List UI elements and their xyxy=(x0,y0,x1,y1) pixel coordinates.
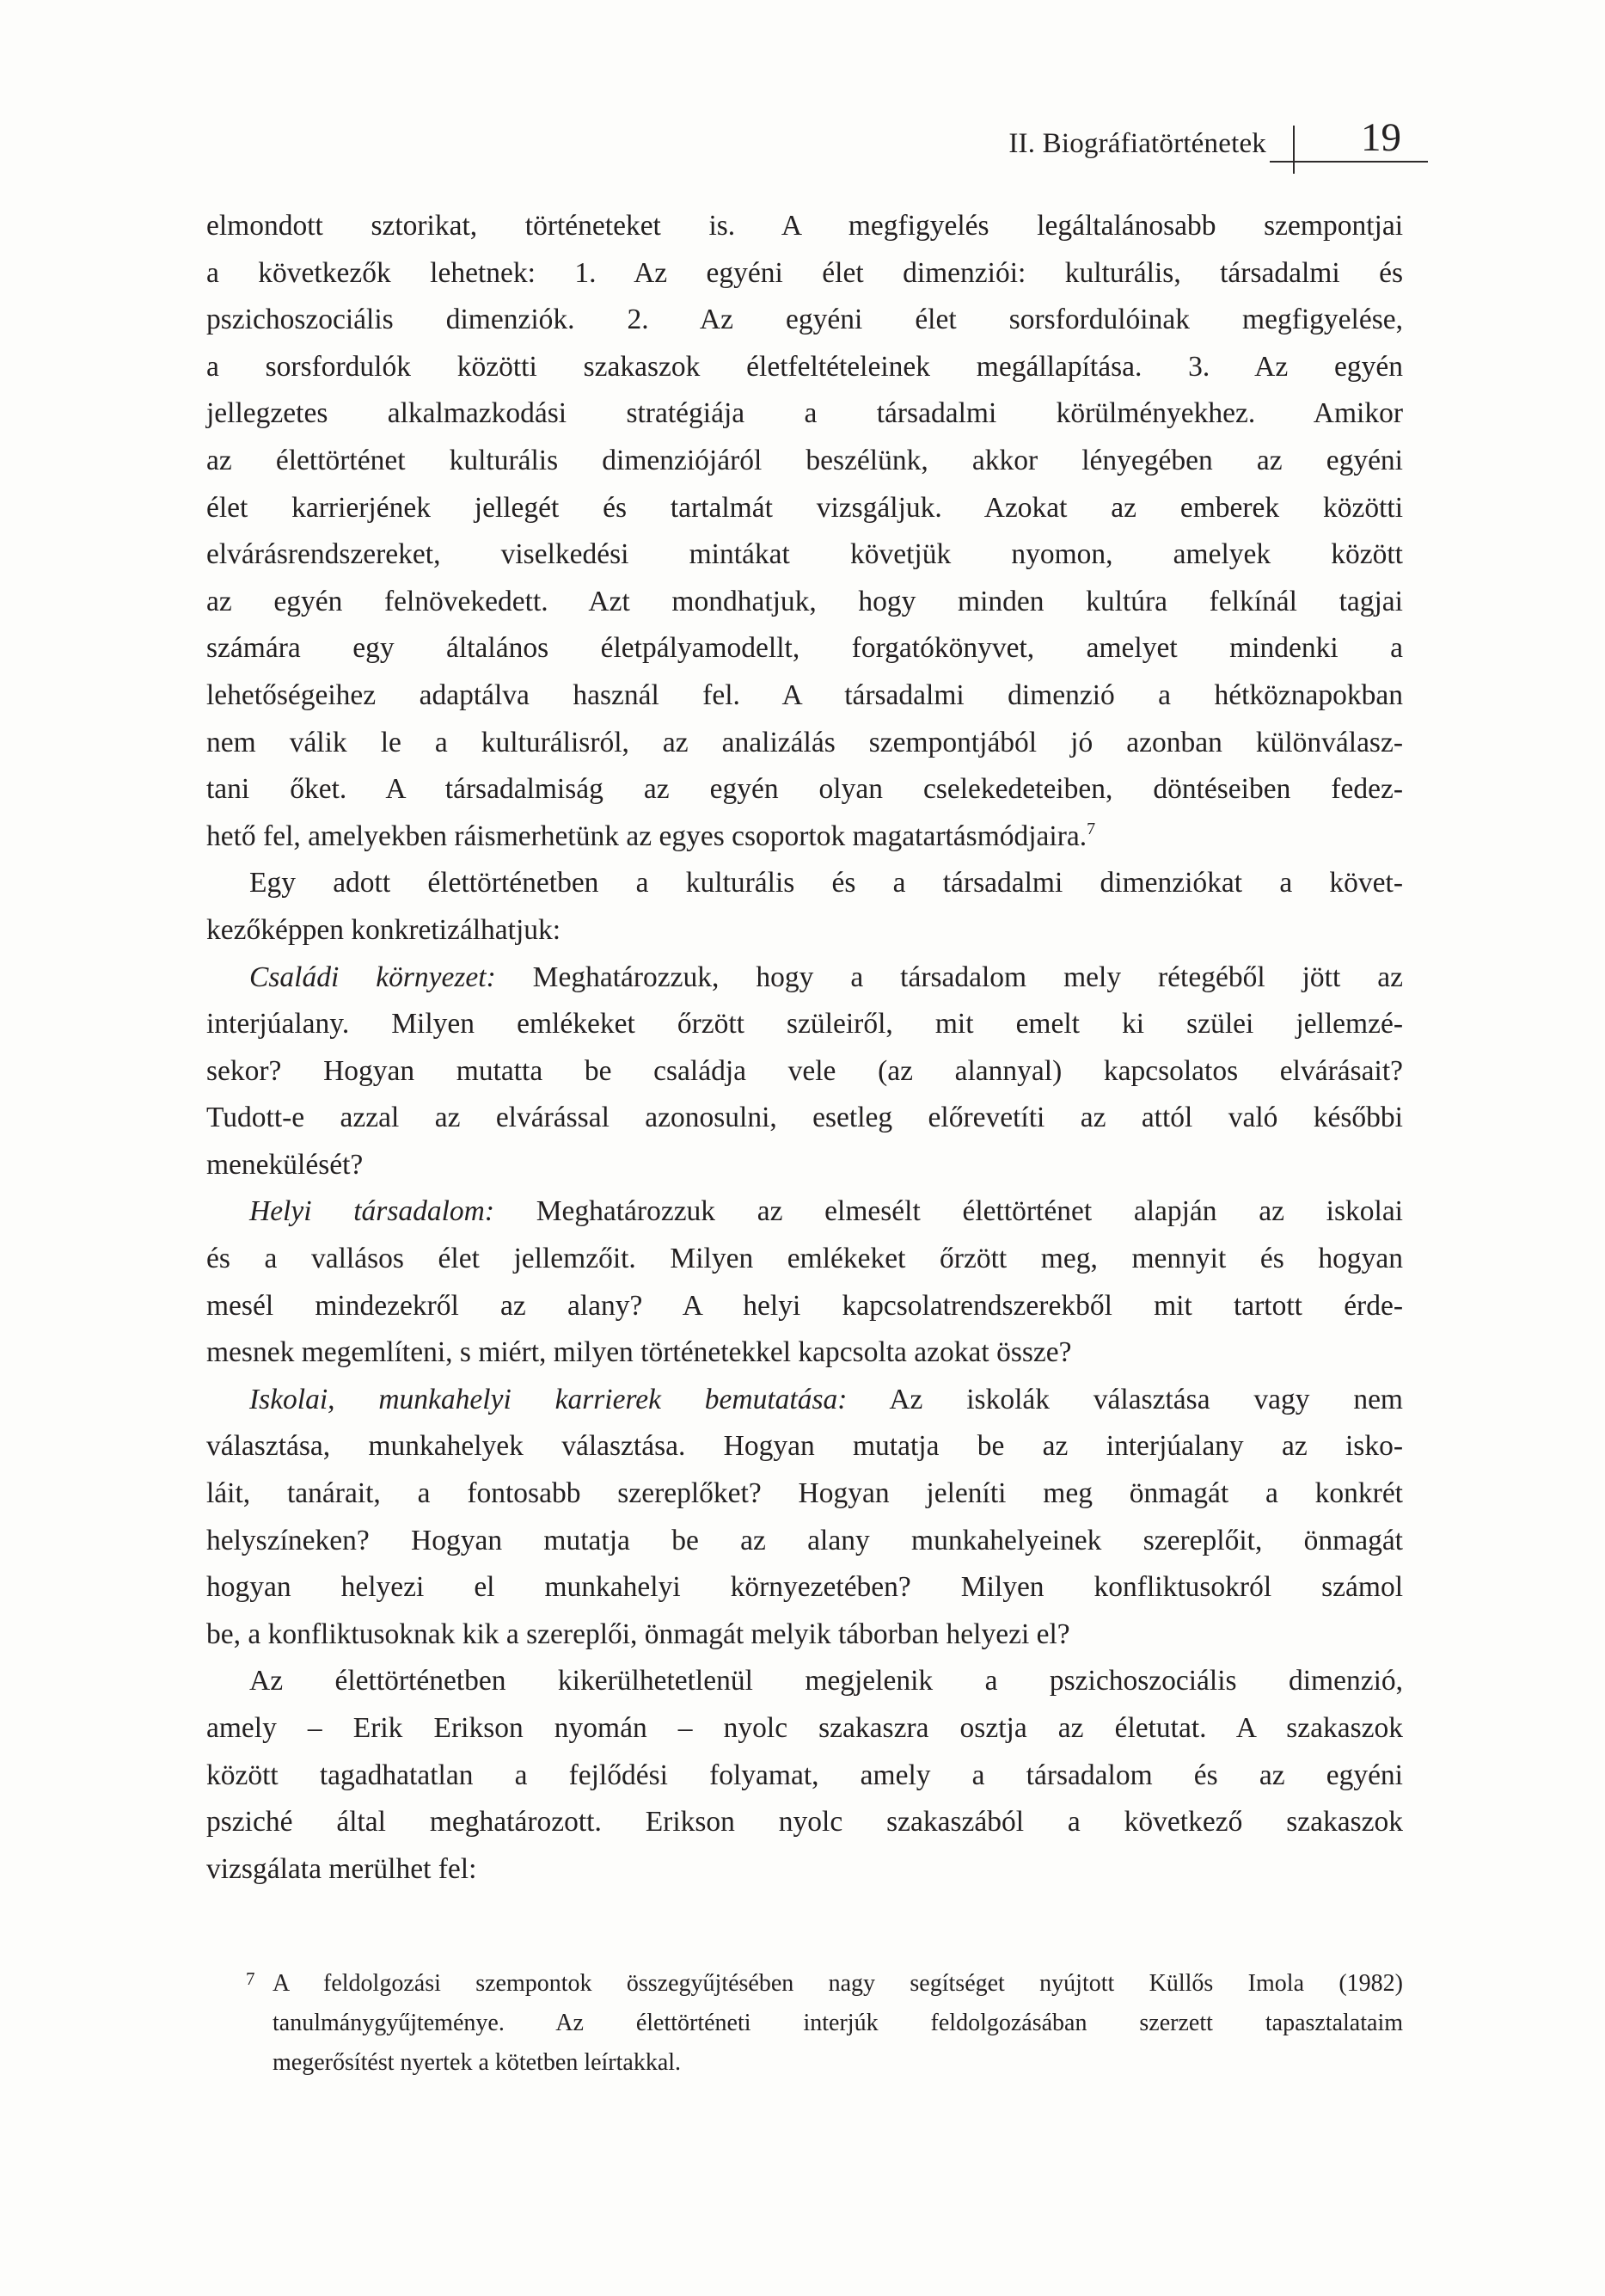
text-segment: között tagadhatatlan a fejlődési folyamat, amely a társadalom és az egyéni xyxy=(206,1759,1403,1791)
text-line xyxy=(206,1001,1403,1048)
text-segment: Tudott-e azzal az elvárással azonosulni, esetleg előrevetíti az attól való későbbi xyxy=(206,1102,1403,1134)
text-line xyxy=(206,625,1403,672)
text-line xyxy=(206,579,1403,626)
text-segment: és a vallásos élet jellemzőit. Milyen emlékeket őrzött meg, mennyit és hogyan xyxy=(206,1243,1403,1275)
text-line xyxy=(206,531,1403,579)
text-line xyxy=(206,250,1403,298)
text-segment: Egy adott élettörténetben a kulturális és a társadalmi dimenziókat a követ- xyxy=(249,867,1403,899)
text-segment: psziché által meghatározott. Erikson nyolc szakaszából a következő szakaszok xyxy=(206,1806,1403,1839)
text-line xyxy=(206,1329,1403,1377)
text-segment: interjúalany. Milyen emlékeket őrzött szüleiről, mit emelt ki szülei jellemzé- xyxy=(206,1008,1403,1041)
body-text xyxy=(206,203,1403,1893)
text-segment: tani őket. A társadalmiság az egyén olyan cselekedeteiben, döntéseiben fedez- xyxy=(206,773,1403,806)
header-vertical-rule xyxy=(1293,126,1295,174)
page-number: 19 xyxy=(1361,115,1401,160)
text-segment: vizsgálata merülhet fel: xyxy=(206,1852,477,1885)
text-line xyxy=(206,1188,1403,1236)
text-segment: Meghatározzuk, hogy a társadalom mely rétegéből jött az xyxy=(495,961,1403,993)
text-segment: elvárásrendszereket, viselkedési mintákat követjük nyomon, amelyek között xyxy=(206,538,1403,571)
text-line xyxy=(206,438,1403,485)
text-segment: kezőképpen konkretizálhatjuk: xyxy=(206,913,561,946)
text-segment: helyszíneken? Hogyan mutatja be az alany munkahelyeinek szereplőit, önmagát xyxy=(206,1524,1403,1556)
text-segment: mesnek megemlíteni, s miért, milyen történetekkel kapcsolta azokat össze? xyxy=(206,1336,1072,1369)
text-segment: mesél mindezekről az alany? A helyi kapcsolatrendszerekből mit tartott érde- xyxy=(206,1289,1403,1322)
footnote-marker: 7 xyxy=(246,1968,255,1989)
text-segment: választása, munkahelyek választása. Hogyan mutatja be az interjúalany az isko- xyxy=(206,1430,1403,1463)
text-segment: sekor? Hogyan mutatta be családja vele (az alannyal) kapcsolatos elvárásait? xyxy=(206,1054,1403,1087)
text-segment: az élettörténet kulturális dimenziójáról beszélünk, akkor lényegében az egyéni xyxy=(206,444,1403,476)
text-line xyxy=(206,1705,1403,1753)
text-line xyxy=(206,1611,1403,1659)
text-segment: számára egy általános életpályamodellt, forgatókönyvet, amelyet mindenki a xyxy=(206,632,1403,665)
text-line xyxy=(206,1095,1403,1142)
running-head-title: II. Biográfiatörténetek xyxy=(1008,128,1266,159)
text-line xyxy=(206,1846,1403,1894)
text-line xyxy=(206,1470,1403,1518)
italic-text-segment: Családi környezet: xyxy=(249,961,496,993)
text-segment: élet karrierjének jellegét és tartalmát vizsgáljuk. Azokat az emberek közötti xyxy=(206,491,1403,524)
text-segment: be, a konfliktusoknak kik a szereplői, önmagát melyik táborban helyezi el? xyxy=(206,1618,1070,1650)
text-line xyxy=(206,1799,1403,1846)
text-line xyxy=(206,1283,1403,1330)
text-line xyxy=(206,860,1403,907)
text-line xyxy=(206,720,1403,767)
text-line xyxy=(206,1423,1403,1470)
text-segment: az egyén felnövekedett. Azt mondhatjuk, hogy minden kultúra felkínál tagjai xyxy=(206,585,1403,617)
text-line xyxy=(206,485,1403,532)
text-segment: pszichoszociális dimenziók. 2. Az egyéni élet sorsfordulóinak megfigyelése, xyxy=(206,304,1403,336)
text-line xyxy=(206,672,1403,720)
text-segment: nem válik le a kulturálisról, az analizálás szempontjából jó azonban különválasz- xyxy=(206,726,1403,758)
text-segment: hogyan helyezi el munkahelyi környezetében? Milyen konfliktusokról számol xyxy=(206,1571,1403,1604)
text-line xyxy=(206,813,1403,861)
footnote-line: megerősítést nyertek a kötetben leírtakkal. xyxy=(273,2049,682,2076)
text-segment: a következők lehetnek: 1. Az egyéni élet dimenziói: kulturális, társadalmi és xyxy=(206,256,1403,289)
footnote-line: tanulmánygyűjteménye. Az élettörténeti interjúk feldolgozásában szerzett tapasztalataim xyxy=(273,2010,1403,2036)
header-horizontal-rule xyxy=(1270,161,1428,163)
italic-text-segment: Iskolai, munkahelyi karrierek bemutatása: xyxy=(249,1383,848,1415)
text-segment: jellegzetes alkalmazkodási stratégiája a társadalmi körülményekhez. Amikor xyxy=(206,397,1403,430)
text-segment: amely – Erik Erikson nyomán – nyolc szakaszra osztja az életutat. A szakaszok xyxy=(206,1712,1403,1744)
text-line xyxy=(206,1753,1403,1800)
text-line xyxy=(206,1564,1403,1611)
footnote-line: A feldolgozási szempontok összegyűjtésében nagy segítséget nyújtott Küllős Imola (1982) xyxy=(273,1970,1403,1997)
text-line xyxy=(206,766,1403,813)
text-line xyxy=(206,344,1403,391)
text-segment: Meghatározzuk az elmesélt élettörténet alapján az iskolai xyxy=(494,1195,1403,1228)
text-line xyxy=(206,1048,1403,1096)
text-line xyxy=(206,955,1403,1002)
text-segment: Az élettörténetben kikerülhetetlenül megjelenik a pszichoszociális dimenzió, xyxy=(249,1665,1403,1697)
text-line xyxy=(206,1518,1403,1565)
text-segment: láit, tanárait, a fontosabb szereplőket? Hogyan jeleníti meg önmagát a konkrét xyxy=(206,1477,1403,1510)
text-segment: lehetőségeihez adaptálva használ fel. A társadalmi dimenzió a hétköznapokban xyxy=(206,678,1403,711)
footnote-text xyxy=(273,1964,1403,2083)
text-segment: a sorsfordulók közötti szakaszok életfeltételeinek megállapítása. 3. Az egyén xyxy=(206,350,1403,383)
text-line xyxy=(206,1377,1403,1424)
text-line xyxy=(206,297,1403,344)
text-line xyxy=(206,390,1403,438)
italic-text-segment: Helyi társadalom: xyxy=(249,1195,495,1228)
text-line xyxy=(206,1236,1403,1283)
text-line xyxy=(206,907,1403,955)
text-line xyxy=(206,1142,1403,1189)
text-line xyxy=(206,203,1403,250)
text-segment: Az iskolák választása vagy nem xyxy=(847,1383,1403,1415)
text-segment: menekülését? xyxy=(206,1148,364,1181)
text-segment: hető fel, amelyekben ráismerhetünk az egyes csoportok magatartásmódjaira. xyxy=(206,820,1087,852)
text-segment: elmondott sztorikat, történeteket is. A megfigyelés legáltalánosabb szempontjai xyxy=(206,210,1403,242)
footnote-reference: 7 xyxy=(1087,819,1096,838)
text-line xyxy=(206,1658,1403,1705)
